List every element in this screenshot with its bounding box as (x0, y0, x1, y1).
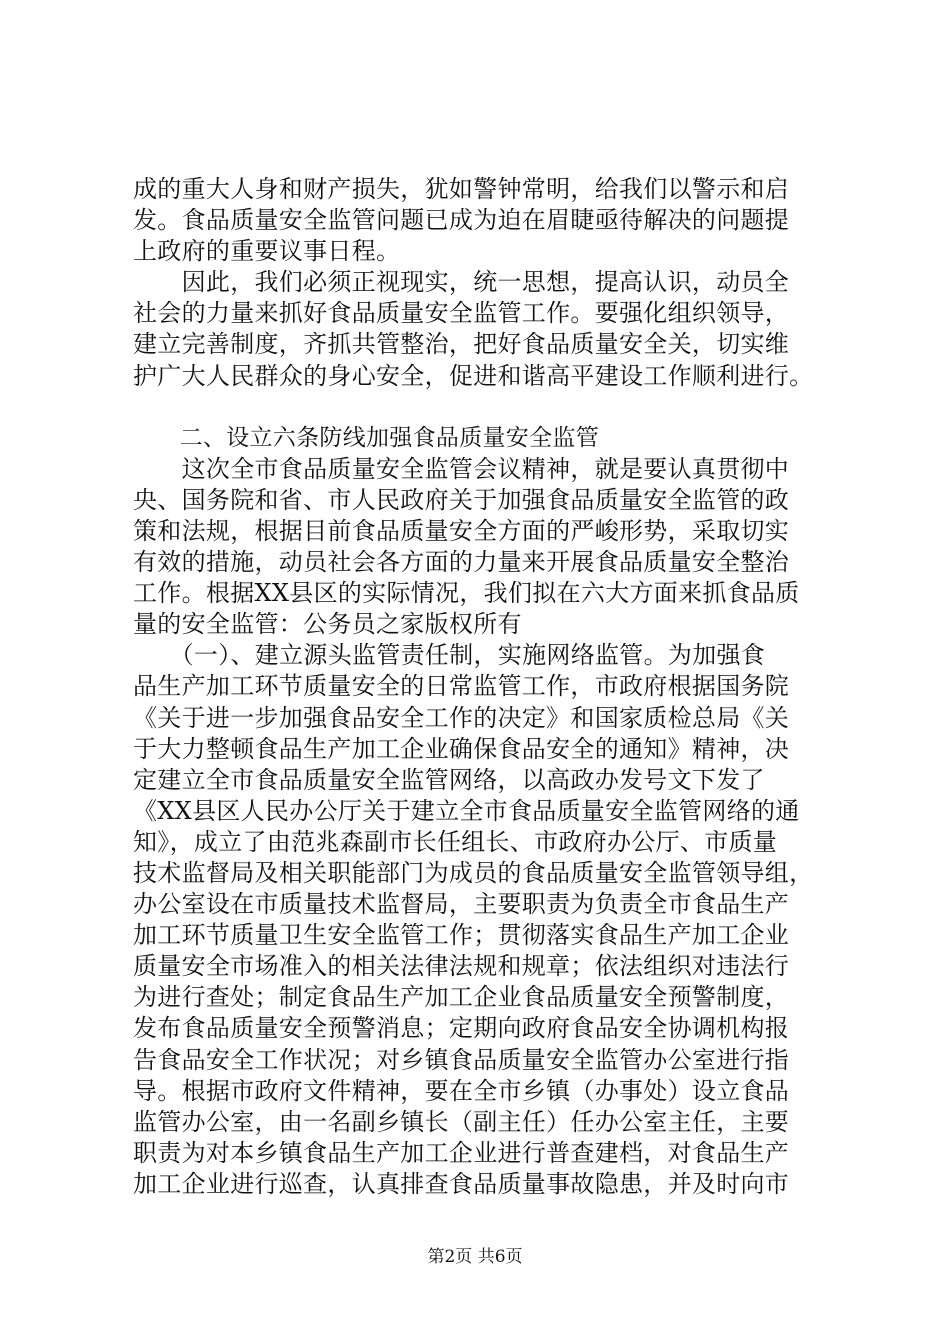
text-line: 发。食品质量安全监管问题已成为迫在眉睫亟待解决的问题提 (133, 206, 790, 235)
text-line: 央、国务院和省、市人民政府关于加强食品质量安全监管的政 (133, 485, 790, 514)
text-line: （一）、建立源头监管责任制，实施网络监管。为加强食 (133, 641, 766, 670)
text-line: 于大力整顿食品生产加工企业确保食品安全的通知》精神，决 (133, 734, 790, 763)
text-line: 告食品安全工作状况；对乡镇食品质量安全监管办公室进行指 (133, 1045, 790, 1074)
text-line: 这次全市食品质量安全监管会议精神，就是要认真贯彻中 (133, 454, 790, 483)
text-line: 《XX县区人民办公厅关于建立全市食品质量安全监管网络的通 (133, 796, 800, 825)
text-line: 上政府的重要议事日程。 (133, 237, 401, 266)
text-line: 建立完善制度，齐抓共管整治，把好食品质量安全关，切实维 (133, 330, 790, 359)
text-line: 加工企业进行巡查，认真排查食品质量事故隐患，并及时向市 (133, 1169, 790, 1198)
text-line: 社会的力量来抓好食品质量安全监管工作。要强化组织领导， (133, 299, 790, 328)
page-number-footer: 第2页 共6页 (427, 1247, 523, 1267)
text-line: 工作。根据XX县区的实际情况，我们拟在六大方面来抓食品质 (133, 579, 800, 608)
text-line: 知》，成立了由范兆森副市长任组长、市政府办公厅、市质量 (133, 827, 778, 856)
text-line: 定建立全市食品质量安全监管网络，以高政办发号文下发了 (133, 765, 765, 794)
text-line: 发布食品质量安全预警消息；定期向政府食品安全协调机构报 (133, 1014, 790, 1043)
document-body (133, 174, 833, 1200)
text-line: 成的重大人身和财产损失，犹如警钟常明，给我们以警示和启 (133, 175, 790, 203)
text-line: 质量安全市场准入的相关法律法规和规章；依法组织对违法行 (133, 952, 790, 981)
text-line: 护广大人民群众的身心安全，促进和谐高平建设工作顺利进行。 (133, 361, 814, 390)
text-line: 品生产加工环节质量安全的日常监管工作，市政府根据国务院 (133, 672, 790, 701)
text-line: 导。根据市政府文件精神，要在全市乡镇（办事处）设立食品 (133, 1076, 790, 1105)
text-line: 有效的措施，动员社会各方面的力量来开展食品质量安全整治 (133, 548, 790, 577)
section-heading: 二、设立六条防线加强食品质量安全监管 (133, 424, 599, 451)
text-line: 因此，我们必须正视现实，统一思想，提高认识，动员全 (133, 268, 790, 297)
text-line: 加工环节质量卫生安全监管工作；贯彻落实食品生产加工企业 (133, 921, 790, 950)
text-line: 技术监督局及相关职能部门为成员的食品质量安全监管领导组， (133, 858, 814, 887)
text-line: 职责为对本乡镇食品生产加工企业进行普查建档，对食品生产 (133, 1138, 790, 1167)
text-line: 为进行查处；制定食品生产加工企业食品质量安全预警制度， (133, 983, 790, 1012)
text-line: 策和法规，根据目前食品质量安全方面的严峻形势，采取切实 (133, 516, 790, 545)
text-line: 量的安全监管：公务员之家版权所有 (133, 610, 522, 639)
text-line: 办公室设在市质量技术监督局，主要职责为负责全市食品生产 (133, 890, 790, 919)
text-line: 《关于进一步加强食品安全工作的决定》和国家质检总局《关 (133, 703, 790, 732)
text-line: 监管办公室，由一名副乡镇长（副主任）任办公室主任，主要 (133, 1107, 790, 1136)
